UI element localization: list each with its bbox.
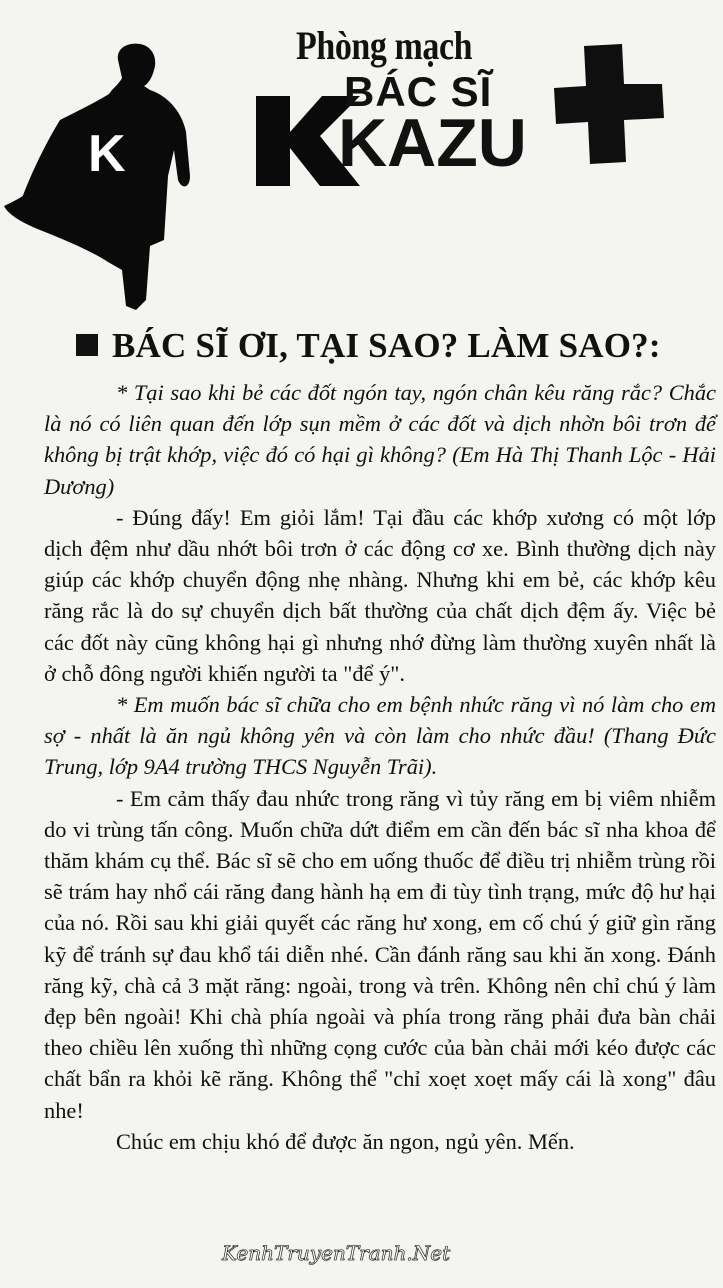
answer-paragraph: - Em cảm thấy đau nhức trong răng vì tủy răng em bị viêm nhiễm do vi trùng tấn công. Muốn chữa dứt điểm em cần đến bác sĩ nha khoa để thăm khám cụ thể. Bác sĩ sẽ cho em uống thuốc để điều trị nhiễm trùng rồi sẽ trám hay nhổ cái răng đang hành hạ em đi tùy tình trạng, mức độ hư hại của nó. Rồi sau khi giải quyết các răng hư xong, em cố chú ý giữ gìn răng kỹ để tránh sự đau khổ tái diễn nhé. Cần đánh răng sau khi ăn xong. Đánh răng kỹ, chà cả 3 mặt răng: ngoài, trong và trên. Không nên chỉ chú ý làm đẹp bên ngoài! Khi chà phía ngoài và phía trong răng phải đưa bàn chải theo chiều lên xuống thì những cọng cước của bàn chải mới kéo được các chất bẩn ra khỏi kẽ răng. Không thể "chỉ xoẹt xoẹt mấy cái là xong" đâu nhe!: [44, 785, 716, 1123]
masthead-line-3: KAZU: [338, 105, 527, 181]
article-body: [44, 377, 716, 1157]
question-paragraph: * Em muốn bác sĩ chữa cho em bệnh nhức răng vì nó làm cho em sợ - nhất là ăn ngủ không yên và còn làm cho nhức đầu! (Thang Đức Trung, lớp 9A4 trường THCS Nguyễn Trãi).: [44, 692, 716, 780]
masthead-line-2: BÁC SĨ: [344, 68, 493, 115]
emblem-letter: K: [88, 125, 126, 183]
question-paragraph: * Tại sao khi bẻ các đốt ngón tay, ngón chân kêu răng rắc? Chắc là nó có liên quan đến lớp sụn mềm ở các đốt và dịch nhờn bôi trơn để không bị trật khớp, việc đó có hại gì không? (Em Hà Thị Thanh Lộc - Hải Dương): [44, 380, 716, 499]
section-title: [76, 326, 716, 366]
medical-cross-icon: [554, 44, 664, 164]
watermark: KenhTruyenTranh.Net: [222, 1241, 451, 1265]
section-title-text: BÁC SĨ ƠI, TẠI SAO? LÀM SAO?:: [112, 326, 661, 365]
bullet-square-icon: [76, 334, 98, 356]
answer-paragraph: - Đúng đấy! Em giỏi lắm! Tại đầu các khớp xương có một lớp dịch đệm như dầu nhớt bôi trơn ở các động cơ xe. Bình thường dịch này giúp các khớp chuyển động nhẹ nhàng. Nhưng khi em bẻ, các khớp kêu răng rắc là do sự chuyển dịch bất thường của chất dịch đệm ấy. Việc bẻ các đốt này cũng không hại gì nhưng nhớ đừng làm thường xuyên nhất là ở chỗ đông người khiến người ta "để ý".: [44, 504, 716, 686]
masthead-line-1: Phòng mạch: [296, 23, 473, 68]
closing-line: Chúc em chịu khó để được ăn ngon, ngủ yên. Mến.: [116, 1128, 575, 1154]
